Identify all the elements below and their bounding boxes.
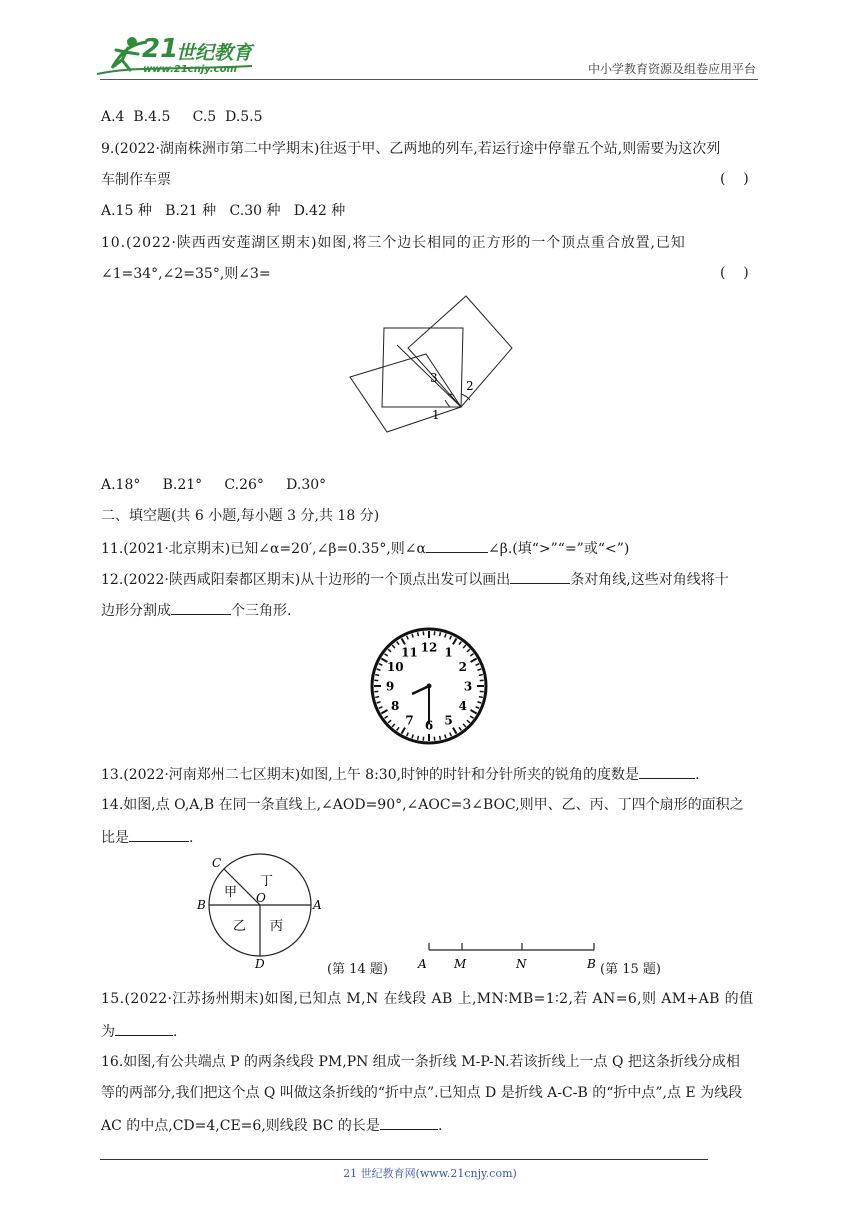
clock-tick [478, 702, 482, 703]
clock-num-6: 6 [424, 718, 434, 733]
clock-tick [377, 702, 381, 703]
logo-text: 世纪教育 [176, 42, 253, 64]
q15-line2 [101, 1021, 177, 1041]
clock-tick [375, 697, 379, 698]
clock-tick [479, 675, 483, 676]
clock-tick [453, 638, 457, 644]
q16-line1: 16.如图,有公共端点 P 的两条线段 PM,PN 组成一条折线 M-P-N.若该折线上一点 Q 把这条折线分成相 [101, 1054, 740, 1070]
q14-blank [129, 827, 189, 842]
clock-tick [412, 634, 413, 638]
clock-tick [402, 728, 406, 734]
q14-line2 [101, 827, 193, 847]
q15-segment-figure [412, 938, 612, 976]
clock-tick [402, 638, 406, 644]
q12-line2-prefix: 边形分割成 [101, 603, 171, 619]
point-m-label: M [454, 957, 467, 971]
clock-tick [392, 724, 395, 727]
clock-tick [385, 716, 388, 718]
clock-tick [397, 642, 399, 645]
inner-diagonal [397, 345, 461, 407]
clock-tick [467, 720, 470, 723]
clock-num-11: 11 [401, 645, 418, 660]
sector-yi: 乙 [233, 919, 247, 934]
angle-1-arc [445, 400, 450, 407]
clock-num-7: 7 [405, 713, 414, 728]
q10-line2: ∠1=34°,∠2=35°,则∠3= [101, 266, 271, 282]
label-b: B [197, 898, 206, 912]
q11-suffix: ∠β.(填“>”“=”或“<”) [488, 541, 630, 557]
clock-tick [407, 733, 409, 737]
sector-ding: 丁 [260, 874, 274, 889]
clock-tick [440, 736, 441, 740]
clock-num-5: 5 [444, 713, 453, 728]
q9-line1: 9.(2022·湖南株洲市第二中学期末)往返于甲、乙两地的列车,若运行途中停靠五个站,则需要为这次列 [101, 141, 721, 157]
clock-num-3: 3 [463, 679, 473, 694]
clock-tick [450, 733, 452, 737]
clock-tick [375, 675, 379, 676]
sector-bing: 丙 [270, 919, 284, 934]
clock-tick [379, 707, 383, 709]
angle-label-1: 1 [432, 408, 440, 422]
q9-answer-paren: ( ) [720, 171, 749, 187]
q15-blank [115, 1021, 173, 1036]
point-n-label: N [516, 957, 527, 971]
point-b-label: B [587, 957, 596, 971]
clock-tick [445, 735, 446, 739]
clock-num-12: 12 [420, 640, 438, 655]
q10-line1: 10.(2022·陕西西安莲湖区期末)如图,将三个边长相同的正方形的一个顶点重合放置,已知 [101, 235, 686, 251]
q10-answer-paren: ( ) [720, 265, 749, 281]
clock-figure [368, 625, 490, 747]
square-left [350, 354, 461, 432]
q16-blank [380, 1115, 438, 1130]
label-a: A [313, 898, 322, 912]
q9-line2: 车制作车票 [101, 172, 171, 188]
q12-blank-2 [171, 600, 231, 615]
label-c: C [212, 856, 222, 870]
clock-tick [476, 664, 480, 666]
q15-line2-suffix: . [173, 1024, 178, 1040]
q13 [101, 764, 700, 784]
clock-num-1: 1 [444, 645, 453, 660]
clock-tick [445, 634, 446, 638]
q14-line1: 14.如图,点 O,A,B 在同一条直线上,∠AOD=90°,∠AOC=3∠BOC,则甲、乙、丙、丁四个扇形的面积之 [101, 797, 744, 813]
square-right [408, 296, 512, 407]
q15-line2-prefix: 为 [101, 1024, 115, 1040]
clock-tick [388, 649, 391, 652]
clock-num-9: 9 [385, 679, 395, 694]
footer-rule [100, 1159, 708, 1160]
clock-tick [453, 728, 457, 734]
q13-text: 13.(2022·河南郑州二七区期末)如图,上午 8:30,时钟的时针和分针所夹的锐角的度数是 [101, 767, 640, 783]
q11 [101, 538, 629, 558]
q12-prefix: 12.(2022·陕西咸阳秦都区期末)从十边形的一个顶点出发可以画出 [101, 572, 511, 588]
clock-tick [381, 710, 387, 714]
q14-caption: (第 14 题) [327, 962, 388, 977]
label-d: D [255, 957, 265, 971]
clock-num-4: 4 [458, 699, 467, 713]
q15-line1: 15.(2022·江苏扬州期末)如图,已知点 M,N 在线段 AB 上,MN∶MB=1∶2,若 AN=6,则 AM+AB 的值 [101, 991, 754, 1007]
q14-line2-suffix: . [189, 830, 194, 846]
q12-blank-1 [510, 569, 570, 584]
q16-line2: 等的两部分,我们把这个点 Q 叫做这条折线的“折中点”.已知点 D 是折线 A-C-B 的“折中点”,点 E 为线段 [101, 1085, 743, 1101]
header-rule [100, 79, 758, 80]
clock-tick [388, 720, 391, 723]
q12-mid: 条对角线,这些对角线将十 [570, 572, 729, 588]
clock-tick [450, 636, 452, 640]
clock-num-2: 2 [458, 660, 467, 674]
clock-tick [478, 669, 482, 670]
sector-jia: 甲 [224, 885, 238, 900]
clock-tick [471, 659, 477, 663]
clock-tick [385, 654, 388, 656]
q16-line3-prefix: AC 的中点,CD=4,CE=6,则线段 BC 的长是 [101, 1118, 380, 1134]
angle-label-3: 3 [430, 371, 438, 385]
angle-2-arc [461, 394, 470, 400]
hour-hand [412, 686, 429, 694]
clock-tick [470, 654, 473, 656]
q10-squares-figure [340, 290, 530, 465]
clock-tick [407, 636, 409, 640]
q10-options: A.18° B.21° C.26° D.30° [101, 477, 327, 493]
q15-caption: (第 15 题) [600, 962, 661, 977]
logo-number: 21 [142, 34, 179, 64]
clock-tick [440, 632, 441, 636]
clock-tick [459, 727, 461, 730]
q12-line2-suffix: 个三角形. [231, 603, 292, 619]
q11-prefix: 11.(2021·北京期末)已知∠α=20′,∠β=0.35°,则∠α [101, 541, 426, 557]
clock-center [427, 684, 432, 689]
footer-text: 21 世纪教育网(www.21cnjy.com) [343, 1167, 517, 1180]
clock-tick [463, 645, 466, 648]
q12-line1 [101, 569, 729, 589]
clock-tick [377, 669, 381, 670]
clock-tick [418, 736, 419, 740]
clock-tick [476, 707, 480, 709]
q14-circle-figure [190, 852, 335, 972]
label-o: O [256, 891, 266, 905]
q16-line3-suffix: . [437, 1118, 443, 1134]
q13-end: . [695, 767, 700, 783]
q11-blank [426, 538, 488, 553]
clock-tick [467, 649, 470, 652]
clock-tick [392, 645, 395, 648]
clock-tick [418, 632, 419, 636]
clock-num-10: 10 [386, 660, 404, 674]
q12-line2 [101, 600, 291, 620]
section2-title: 二、填空题(共 6 小题,每小题 3 分,共 18 分) [101, 508, 380, 524]
clock-tick [412, 735, 413, 739]
header-right-text: 中小学教育资源及组卷应用平台 [587, 62, 756, 76]
logo-url: www.21cnjy.com [143, 64, 237, 75]
q16-line3 [101, 1115, 442, 1135]
clock-tick [463, 724, 466, 727]
clock-num-8: 8 [391, 699, 400, 713]
point-a-label: A [418, 957, 427, 971]
clock-tick [379, 664, 383, 666]
angle-label-2: 2 [466, 379, 474, 393]
clock-tick [459, 642, 461, 645]
q14-line2-prefix: 比是 [101, 830, 129, 846]
q9-options: A.15 种 B.21 种 C.30 种 D.42 种 [101, 203, 346, 219]
q8-options: A.4 B.4.5 C.5 D.5.5 [101, 109, 263, 125]
clock-tick [397, 727, 399, 730]
q13-blank [639, 764, 695, 779]
clock-tick [470, 716, 473, 718]
clock-tick [471, 710, 477, 714]
clock-tick [479, 697, 483, 698]
